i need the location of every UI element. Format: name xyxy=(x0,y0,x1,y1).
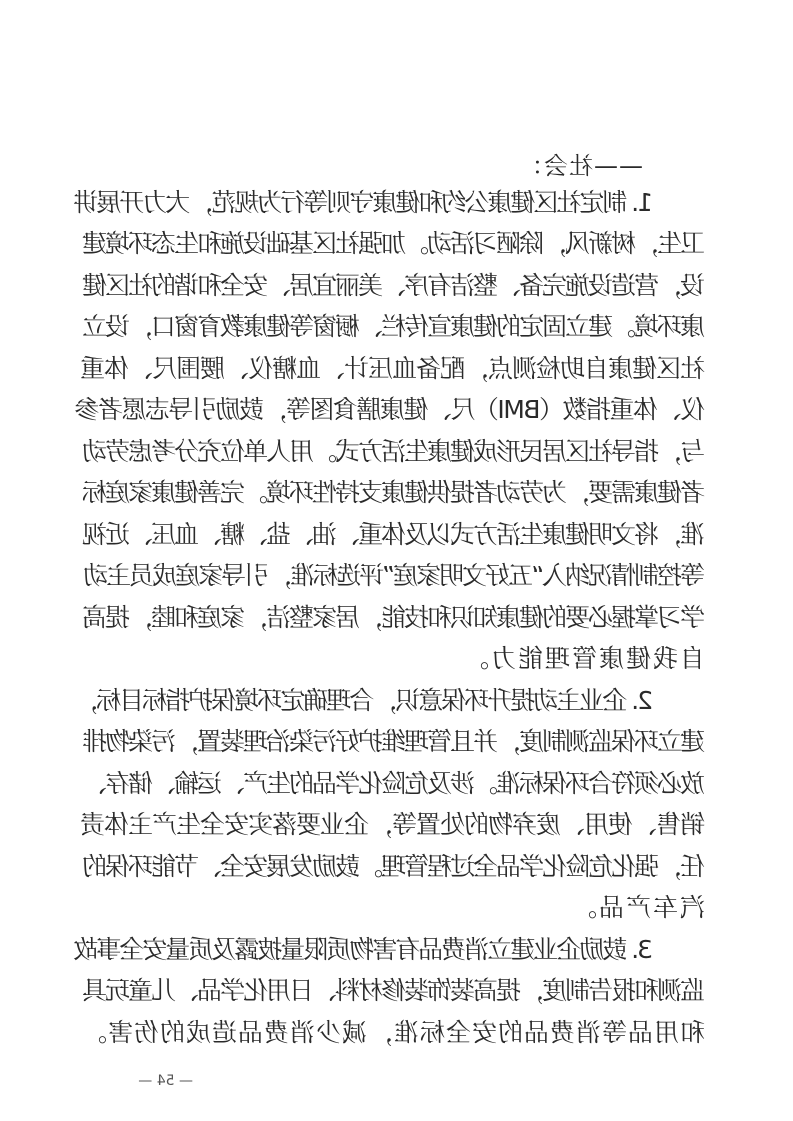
paragraph-line: 监测和报告制度，提高装饰装修材料、日用化学品、儿童玩具 xyxy=(83,976,705,1005)
paragraph-line: 自我健康管理能力。 xyxy=(461,644,705,673)
paragraph-line: 仪、体重指数（BMI）尺、健康膳食图等，鼓励引导志愿者参 xyxy=(75,395,705,424)
paragraph-line: 与，指导社区居民形成健康生活方式。用人单位充分考虑劳动 xyxy=(83,437,705,466)
page-number: — 54 — xyxy=(138,1073,193,1089)
paragraph-line: 2. 企业主动提升环保意识，合理确定环境保护指标目标， xyxy=(75,686,653,715)
paragraph-line: 准，将文明健康生活方式以及体重、油、盐、糖、血压、近视 xyxy=(83,520,705,549)
paragraph-line: 社区健康自助检测点，配备血压计、血糖仪、腰围尺、体重 xyxy=(80,354,705,383)
paragraph-line: 康环境。建立固定的健康宣传栏、橱窗等健康教育窗口，设立 xyxy=(83,312,705,341)
paragraph-line: 建立环保监测制度，并且管理维护好污染治理装置，污染物排 xyxy=(83,727,705,756)
paragraph-line: 学习掌握必要的健康知识和技能，居家整洁，家庭和睦，提高 xyxy=(83,603,705,632)
paragraph-line: 销售、使用、废弃物的处置等，企业要落实安全生产主体责 xyxy=(80,810,705,839)
paragraph-line: 者健康需要，为劳动者提供健康支持性环境。完善健康家庭标 xyxy=(83,478,705,507)
paragraph-line: 等控制情况纳入“五好文明家庭”评选标准，引导家庭成员主动 xyxy=(85,561,705,590)
paragraph-line: 放必须符合环保标准。涉及危险化学品的生产、运输、储存、 xyxy=(83,769,705,798)
paragraph-line: 汽车产品。 xyxy=(569,893,705,922)
paragraph-line: 和用品等消费品的安全标准，减少消费品造成的伤害。 xyxy=(80,1018,705,1047)
paragraph-line: 设，营造设施完备、整洁有序、美丽宜居、安全和谐的社区健 xyxy=(83,271,705,300)
paragraph-line: 任，强化危险化学品全过程管理。鼓励发展安全、节能环保的 xyxy=(83,852,705,881)
section-heading: ——社会： xyxy=(518,152,643,180)
paragraph-line: 3. 鼓励企业建立消费品有害物质限量披露及质量安全事故 xyxy=(75,935,653,964)
paragraph-line: 1. 制定社区健康公约和健康守则等行为规范，大力开展讲 xyxy=(75,188,653,217)
paragraph-line: 卫生，树新风，除陋习活动。加强社区基础设施和生态环境建 xyxy=(83,229,705,258)
